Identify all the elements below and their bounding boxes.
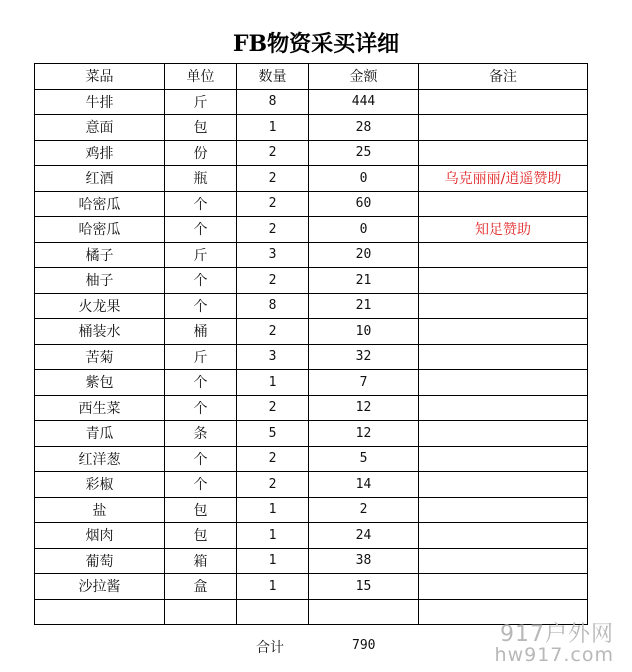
cell-amount: 444 — [309, 89, 419, 115]
cell-amount: 10 — [309, 319, 419, 345]
table-row — [35, 242, 588, 268]
table-row — [35, 421, 588, 447]
table-row — [35, 497, 588, 523]
header-amount: 金额 — [309, 64, 419, 90]
table-row — [35, 166, 588, 192]
header-note: 备注 — [419, 64, 588, 90]
cell-qty: 3 — [237, 344, 309, 370]
cell-qty: 3 — [237, 242, 309, 268]
cell-note — [419, 242, 588, 268]
cell-item: 意面 — [35, 115, 165, 141]
cell-note — [419, 140, 588, 166]
cell-item: 牛排 — [35, 89, 165, 115]
cell-item — [35, 599, 165, 625]
cell-amount: 15 — [309, 574, 419, 600]
cell-unit: 盒 — [165, 574, 237, 600]
cell-item: 葡萄 — [35, 548, 165, 574]
cell-qty: 1 — [237, 523, 309, 549]
cell-note — [419, 497, 588, 523]
total-value: 790 — [352, 638, 376, 653]
table-row — [35, 446, 588, 472]
cell-qty — [237, 599, 309, 625]
cell-amount: 0 — [309, 166, 419, 192]
table-row — [35, 115, 588, 141]
table-row — [35, 89, 588, 115]
cell-item: 桶装水 — [35, 319, 165, 345]
cell-note — [419, 370, 588, 396]
cell-amount: 12 — [309, 421, 419, 447]
cell-note: 知足赞助 — [419, 217, 588, 243]
table-row — [35, 523, 588, 549]
cell-unit: 个 — [165, 268, 237, 294]
cell-unit: 条 — [165, 421, 237, 447]
cell-item: 火龙果 — [35, 293, 165, 319]
cell-amount: 2 — [309, 497, 419, 523]
cell-amount: 25 — [309, 140, 419, 166]
cell-note — [419, 268, 588, 294]
cell-qty: 1 — [237, 574, 309, 600]
cell-item: 烟肉 — [35, 523, 165, 549]
cell-amount: 20 — [309, 242, 419, 268]
cell-item: 沙拉酱 — [35, 574, 165, 600]
page-title: FB物资采买详细 — [232, 31, 400, 57]
cell-qty: 2 — [237, 319, 309, 345]
purchase-table — [34, 63, 588, 625]
table-row — [35, 217, 588, 243]
cell-qty: 8 — [237, 293, 309, 319]
cell-item: 红酒 — [35, 166, 165, 192]
header-unit: 单位 — [165, 64, 237, 90]
watermark — [495, 623, 614, 666]
cell-amount: 24 — [309, 523, 419, 549]
cell-unit: 箱 — [165, 548, 237, 574]
cell-note: 乌克丽丽/逍遥赞助 — [419, 166, 588, 192]
total-label: 合计 — [256, 640, 284, 656]
cell-amount: 32 — [309, 344, 419, 370]
cell-amount: 0 — [309, 217, 419, 243]
table-header-row — [35, 64, 588, 90]
cell-qty: 2 — [237, 166, 309, 192]
table-row — [35, 293, 588, 319]
table-row — [35, 472, 588, 498]
cell-item: 盐 — [35, 497, 165, 523]
cell-qty: 2 — [237, 395, 309, 421]
cell-qty: 2 — [237, 140, 309, 166]
cell-item: 苦菊 — [35, 344, 165, 370]
cell-unit: 个 — [165, 446, 237, 472]
cell-unit: 个 — [165, 217, 237, 243]
cell-amount: 5 — [309, 446, 419, 472]
table-row — [35, 370, 588, 396]
watermark-line1: 917户外网 — [500, 621, 614, 647]
cell-item: 紫包 — [35, 370, 165, 396]
cell-unit: 桶 — [165, 319, 237, 345]
table-row — [35, 548, 588, 574]
cell-note — [419, 344, 588, 370]
table-row — [35, 574, 588, 600]
cell-item: 西生菜 — [35, 395, 165, 421]
cell-amount: 12 — [309, 395, 419, 421]
cell-note — [419, 89, 588, 115]
cell-unit: 包 — [165, 115, 237, 141]
cell-note — [419, 548, 588, 574]
cell-unit: 斤 — [165, 344, 237, 370]
cell-qty: 1 — [237, 370, 309, 396]
cell-note — [419, 191, 588, 217]
cell-qty: 1 — [237, 548, 309, 574]
table-row — [35, 395, 588, 421]
cell-note — [419, 599, 588, 625]
cell-amount: 21 — [309, 293, 419, 319]
cell-amount: 38 — [309, 548, 419, 574]
cell-amount: 7 — [309, 370, 419, 396]
cell-item: 红洋葱 — [35, 446, 165, 472]
cell-note — [419, 115, 588, 141]
cell-unit: 包 — [165, 523, 237, 549]
table-row — [35, 191, 588, 217]
cell-unit: 个 — [165, 191, 237, 217]
cell-qty: 1 — [237, 115, 309, 141]
cell-amount: 21 — [309, 268, 419, 294]
cell-amount: 28 — [309, 115, 419, 141]
header-item: 菜品 — [35, 64, 165, 90]
cell-unit: 个 — [165, 472, 237, 498]
cell-item: 青瓜 — [35, 421, 165, 447]
cell-note — [419, 293, 588, 319]
cell-note — [419, 523, 588, 549]
cell-item: 鸡排 — [35, 140, 165, 166]
cell-item: 哈密瓜 — [35, 217, 165, 243]
cell-item: 哈密瓜 — [35, 191, 165, 217]
cell-qty: 2 — [237, 191, 309, 217]
table-row — [35, 268, 588, 294]
cell-note — [419, 421, 588, 447]
cell-unit: 个 — [165, 293, 237, 319]
cell-note — [419, 395, 588, 421]
cell-qty: 2 — [237, 472, 309, 498]
table-row — [35, 140, 588, 166]
cell-note — [419, 574, 588, 600]
cell-item: 彩椒 — [35, 472, 165, 498]
cell-unit: 份 — [165, 140, 237, 166]
cell-qty: 2 — [237, 217, 309, 243]
cell-amount: 60 — [309, 191, 419, 217]
cell-qty: 2 — [237, 268, 309, 294]
cell-unit: 个 — [165, 370, 237, 396]
table-row — [35, 319, 588, 345]
cell-note — [419, 472, 588, 498]
cell-unit: 个 — [165, 395, 237, 421]
cell-unit — [165, 599, 237, 625]
cell-unit: 斤 — [165, 242, 237, 268]
cell-amount — [309, 599, 419, 625]
cell-note — [419, 319, 588, 345]
table-row — [35, 344, 588, 370]
cell-qty: 8 — [237, 89, 309, 115]
table-row — [35, 599, 588, 625]
cell-amount: 14 — [309, 472, 419, 498]
cell-item: 橘子 — [35, 242, 165, 268]
cell-qty: 2 — [237, 446, 309, 472]
cell-unit: 瓶 — [165, 166, 237, 192]
cell-note — [419, 446, 588, 472]
cell-unit: 斤 — [165, 89, 237, 115]
cell-item: 柚子 — [35, 268, 165, 294]
cell-unit: 包 — [165, 497, 237, 523]
cell-qty: 1 — [237, 497, 309, 523]
header-qty: 数量 — [237, 64, 309, 90]
cell-qty: 5 — [237, 421, 309, 447]
watermark-line2: hw917.com — [494, 644, 614, 667]
